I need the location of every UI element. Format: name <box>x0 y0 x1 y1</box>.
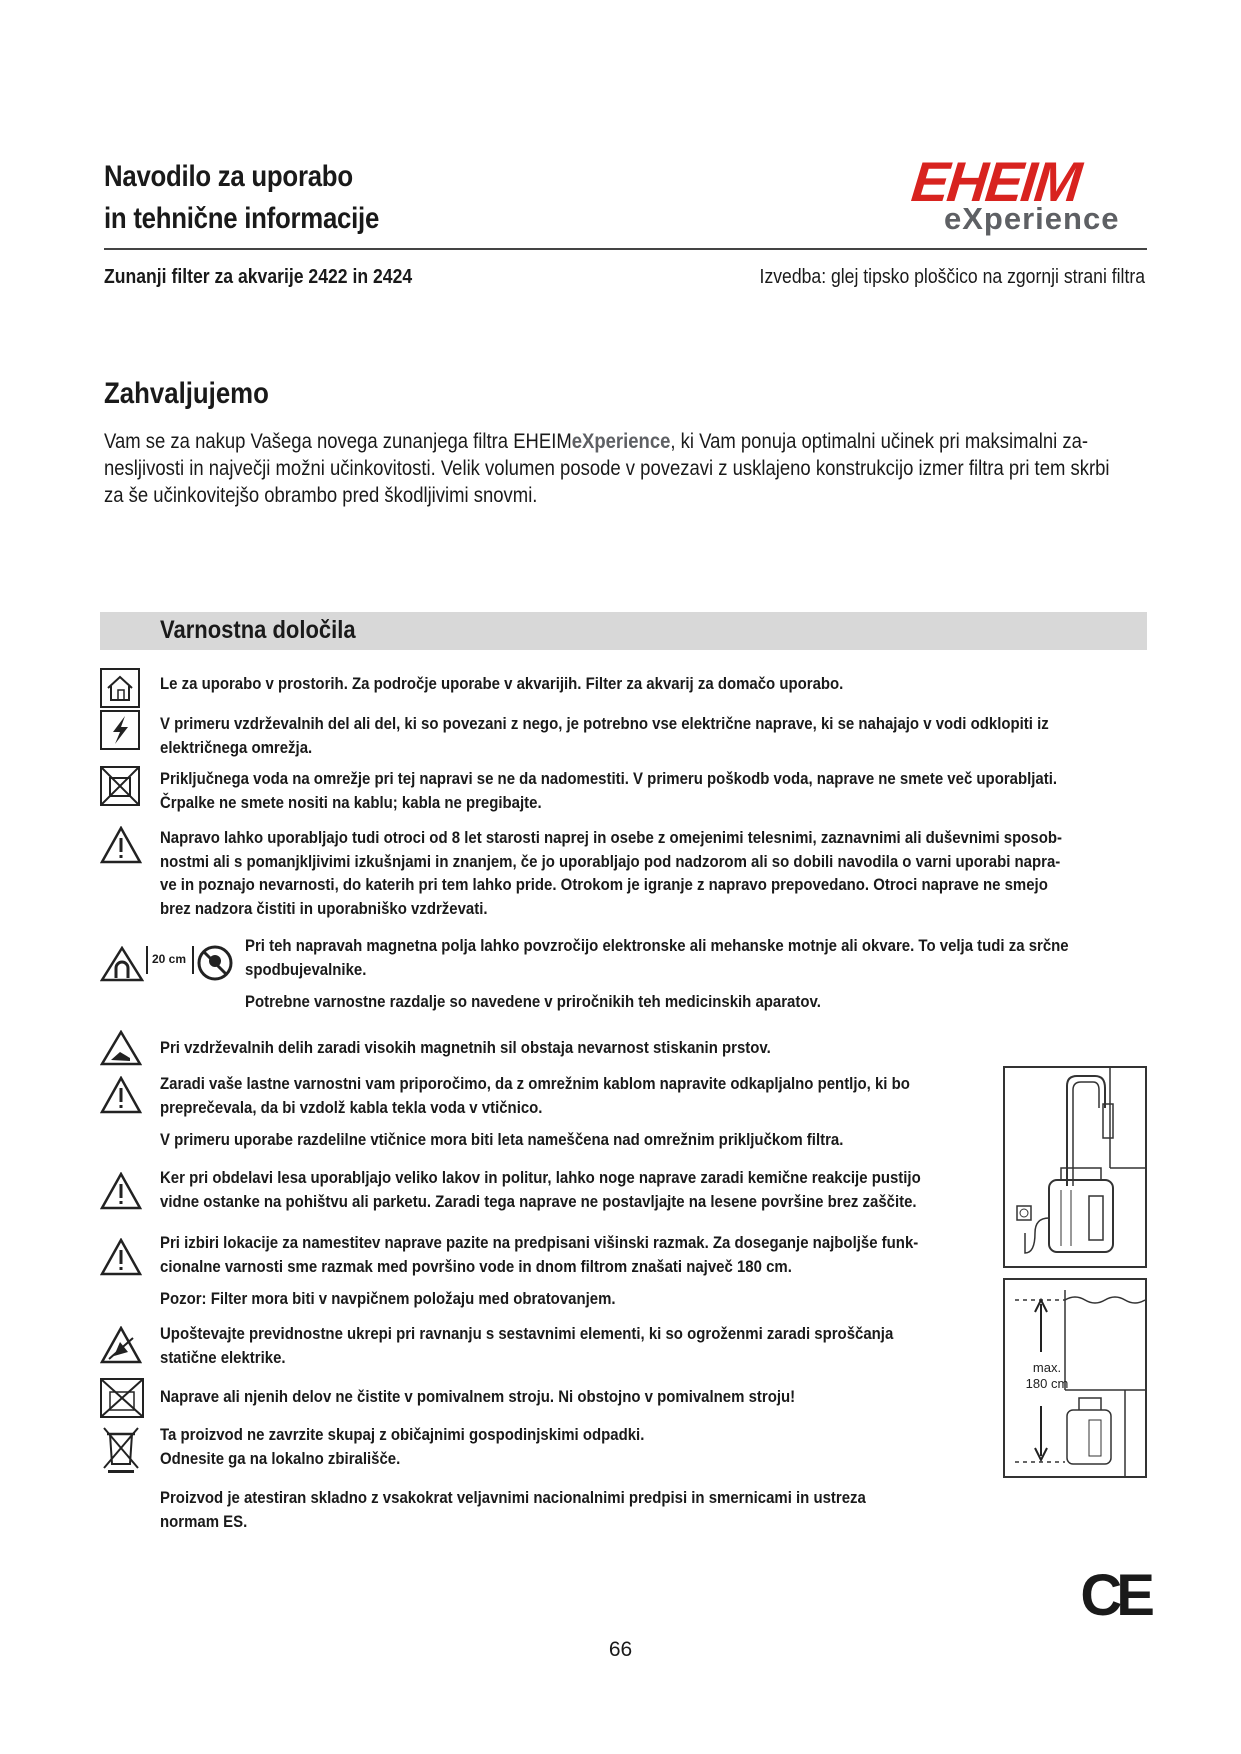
warning-triangle-icon <box>100 826 142 864</box>
title-line-2: in tehnične informacije <box>104 202 380 235</box>
height-label: max. 180 cm <box>1025 1360 1069 1391</box>
safety-item-magnet: Pri teh napravah magnetna polja lahko povzročijo elektronske ali mehanske motnje ali okvare. To velja tudi za srčne spodbujevalnike. Potrebne varnostne razdalje so navedene v priročnikih teh medicinskih aparatov. <box>245 936 1069 1011</box>
header-divider <box>104 248 1147 250</box>
safety-item-cable: Priključnega voda na omrežje pri tej napravi se ne da nadomestiti. V primeru poškodb voda, naprave ne smete več uporabljati. Črpalke ne smete nositi na kablu; kabla ne pregibajte. <box>160 769 1058 812</box>
drip-loop-illustration <box>1003 1066 1147 1268</box>
intro-text-1: Vam se za nakup Vašega novega zunanjega filtra EHEIM <box>104 430 572 453</box>
logo-eheim: EHEIM <box>908 150 1083 213</box>
title-line-1: Navodilo za uporabo <box>104 160 353 193</box>
ce-mark: CE <box>1080 1563 1149 1628</box>
safety-item-ec-conformity: Proizvod je atestiran skladno z vsakokrat veljavnimi nacionalnimi predpisi in smernicami in ustreza normam ES. <box>160 1488 866 1531</box>
intro-brand: eXperience <box>571 430 671 453</box>
distance-label: 20 cm <box>152 952 187 966</box>
safety-item-disposal: Ta proizvod ne zavrzite skupaj z običajnimi gospodinjskimi odpadki. Odnesite ga na lokalno zbirališče. <box>160 1425 645 1468</box>
thanks-paragraph <box>104 428 1138 509</box>
indoor-house-icon <box>100 668 140 708</box>
warning-triangle-icon <box>100 1076 142 1114</box>
safety-item-electric: V primeru vzdrževalnih del ali del, ki so povezani z nego, je potrebno vse električne naprave, ki se nahajajo v vodi odklopiti iz električnega omrežja. <box>160 714 1049 757</box>
product-name: Zunanji filter za akvarije 2422 in 2424 <box>104 266 413 288</box>
safety-heading: Varnostna določila <box>160 616 356 644</box>
safety-item-esd: Upoštevajte previdnostne ukrepi pri ravnanju s sestavnimi elementi, ki so ogroženmi zaradi sproščanja statične elektrike. <box>160 1324 894 1367</box>
max-height-illustration <box>1003 1278 1147 1478</box>
no-pacemaker-icon <box>196 944 234 982</box>
safety-item-height: Pri izbiri lokacije za namestitev naprave pazite na predpisani višinski razmak. Za doseganje najboljše funk- cionalne varnosti sme razmak med površino vode in dnom filtrom znašati največ 180 cm. Pozor: Filter mora biti v navpičnem položaju med obratovanjem. <box>160 1233 919 1308</box>
page-title <box>104 156 379 240</box>
safety-item-dishwasher: Naprave ali njenih delov ne čistite v pomivalnem stroju. Ni obstojno v pomivalnem stroju! <box>160 1387 796 1406</box>
safety-item-children: Napravo lahko uporabljajo tudi otroci od 8 let starosti naprej in osebe z omejenimi telesnimi, zaznavnimi ali duševnimi sposob- nostmi ali s pomanjkljivimi izkušnjami in znanjem, če jo uporabljajo pod nadzorom ali so dobili navodila o varni uporabi napra- ve in poznajo nevarnosti, do katerih pri tem lahko pride. Otrokom je igranje z napravo prepovedano. Otroci naprave ne smejo brez nadzora čistiti in uporabniško vzdrževati. <box>160 828 1062 918</box>
magnet-warning-icon <box>100 946 144 982</box>
safety-item-wood: Ker pri obdelavi lesa uporabljajo veliko lakov in politur, lahko noge naprave zaradi kemične reakcije pustijo vidne ostanke na pohištvu ali parketu. Zaradi tega naprave ne postavljajte na lesene površine brez zaščite. <box>160 1168 921 1211</box>
no-dishwasher-icon <box>100 1378 144 1418</box>
intro-line-3: za še učinkovitejšo obrambo pred škodljivimi snovmi. <box>104 484 538 507</box>
electric-shock-icon <box>100 710 140 750</box>
no-cable-icon <box>100 766 140 806</box>
version-note: Izvedba: glej tipsko ploščico na zgornji strani filtra <box>759 266 1145 288</box>
distance-marker-left <box>146 946 148 974</box>
esd-warning-icon <box>100 1326 142 1364</box>
safety-item-indoor: Le za uporabo v prostorih. Za področje uporabe v akvarijih. Filter za akvarij za domačo uporabo. <box>160 674 844 693</box>
safety-item-drip-loop: Zaradi vaše lastne varnostni vam priporočimo, da z omrežnim kablom napravite odkapljalno pentljo, ki bo preprečevala, da bi vzdolž kabla tekla voda v vtičnico. V primeru uporabe razdelilne vtičnice mora biti leta nameščena nad omrežnim priključkom filtra. <box>160 1074 910 1149</box>
distance-marker-right <box>192 946 194 974</box>
logo-experience: eXperience <box>944 201 1120 236</box>
thanks-heading: Zahvaljujemo <box>104 377 269 410</box>
safety-item-crush: Pri vzdrževalnih delih zaradi visokih magnetnih sil obstaja nevarnost stiskanin prstov. <box>160 1038 771 1057</box>
warning-triangle-icon <box>100 1172 142 1210</box>
weee-bin-icon <box>100 1424 142 1474</box>
page-number: 66 <box>608 1638 633 1661</box>
warning-triangle-icon <box>100 1238 142 1276</box>
intro-line-2: nesljivosti in največji možni učinkovitosti. Velik volumen posode v povezavi z usklajeno konstrukcijo izmer filtra pri tem skrbi <box>104 457 1110 480</box>
hand-crush-icon <box>100 1030 142 1066</box>
intro-text-2: , ki Vam ponuja optimalni učinek pri maksimalni za- <box>670 430 1089 453</box>
